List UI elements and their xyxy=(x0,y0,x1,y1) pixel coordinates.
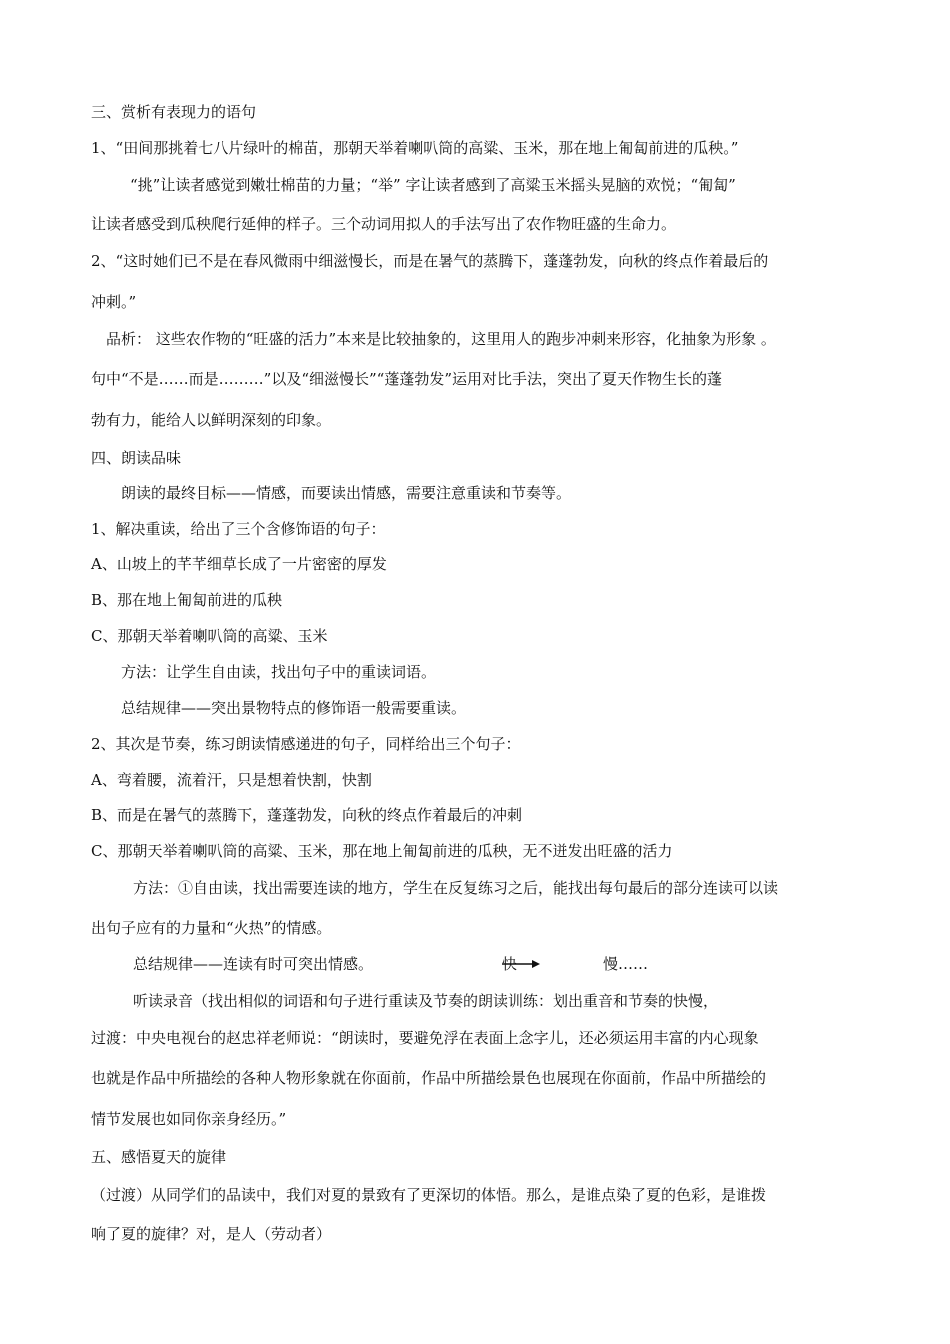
stress-method: 方法：让学生自由读，找出句子中的重读词语。 xyxy=(121,663,437,681)
rhythm-intro: 2、其次是节奏，练习朗读情感递进的句子，同样给出三个句子： xyxy=(91,735,521,753)
item2-quote-line2: 冲刺。” xyxy=(91,293,137,311)
stress-sentence-c: C、那朝天举着喇叭筒的高粱、玉米 xyxy=(91,627,328,645)
stress-sentence-b: B、那在地上匍匐前进的瓜秧 xyxy=(91,591,283,609)
transition-line1: 过渡：中央电视台的赵忠祥老师说：“朗读时，要避免浮在表面上念字儿，还必须运用丰富的内心现象 xyxy=(91,1029,759,1047)
fast-label: 快 xyxy=(502,955,518,973)
item2-quote-line1: 2、“这时她们已不是在春风微雨中细滋慢长，而是在暑气的蒸腾下，蓬蓬勃发，向秋的终点作着最后的 xyxy=(91,252,769,270)
reading-goal: 朗读的最终目标——情感，而要读出情感，需要注意重读和节奏等。 xyxy=(121,484,572,502)
rhythm-method-line1: 方法：①自由读，找出需要连读的地方，学生在反复练习之后，能找出每句最后的部分连读可以读 xyxy=(133,879,779,897)
stress-rule: 总结规律——突出景物特点的修饰语一般需要重读。 xyxy=(121,699,467,717)
section-heading-4: 四、朗读品味 xyxy=(91,449,182,467)
section-heading-5: 五、感悟夏天的旋律 xyxy=(91,1148,227,1166)
stress-sentence-a: A、山坡上的芊芊细草长成了一片密密的厚发 xyxy=(91,555,387,573)
final-paragraph-line1: （过渡）从同学们的品读中，我们对夏的景致有了更深切的体悟。那么，是谁点染了夏的色彩，是谁拨 xyxy=(91,1186,767,1204)
arrow-right-icon xyxy=(502,954,542,974)
stress-intro: 1、解决重读，给出了三个含修饰语的句子： xyxy=(91,520,386,538)
slow-label: 慢…… xyxy=(603,955,649,973)
final-paragraph-line2: 响了夏的旋律？对，是人（劳动者） xyxy=(91,1225,332,1243)
rhythm-sentence-b: B、而是在暑气的蒸腾下，蓬蓬勃发，向秋的终点作着最后的冲刺 xyxy=(91,806,523,824)
item2-analysis-line3: 勃有力，能给人以鲜明深刻的印象。 xyxy=(91,411,332,429)
section-heading-3: 三、赏析有表现力的语句 xyxy=(91,103,257,121)
transition-line3: 情节发展也如同你亲身经历。” xyxy=(91,1110,287,1128)
item1-analysis-line2: 让读者感受到瓜秧爬行延伸的样子。三个动词用拟人的手法写出了农作物旺盛的生命力。 xyxy=(91,215,677,233)
item1-quote: 1、“田间那挑着七八片绿叶的棉苗，那朝天举着喇叭筒的高粱、玉米，那在地上匍匐前进的瓜秧。” xyxy=(91,139,739,157)
rhythm-rule: 总结规律——连读有时可突出情感。 xyxy=(133,955,374,973)
rhythm-sentence-c: C、那朝天举着喇叭筒的高粱、玉米，那在地上匍匐前进的瓜秧，无不迸发出旺盛的活力 xyxy=(91,842,673,860)
item1-analysis-line1: “挑”让读者感觉到嫩壮棉苗的力量；“举” 字让读者感到了高粱玉米摇头晃脑的欢悦；“匍匐” xyxy=(130,176,736,194)
transition-line2: 也就是作品中所描绘的各种人物形象就在你面前，作品中所描绘景色也展现在你面前，作品中所描绘的 xyxy=(91,1069,767,1087)
fast-arrow xyxy=(502,954,542,974)
item2-analysis-line2: 句中“不是……而是………”以及“细滋慢长”“蓬蓬勃发”运用对比手法，突出了夏天作物生长的蓬 xyxy=(91,370,723,388)
item2-analysis-line1: 品析： 这些农作物的“旺盛的活力”本来是比较抽象的，这里用人的跑步冲刺来形容，化抽象为形象 。 xyxy=(106,330,776,348)
listen-recording: 听读录音（找出相似的词语和句子进行重读及节奏的朗读训练：划出重音和节奏的快慢， xyxy=(133,992,719,1010)
rhythm-method-line2: 出句子应有的力量和“火热”的情感。 xyxy=(91,919,332,937)
rhythm-sentence-a: A、弯着腰，流着汗，只是想着快割，快割 xyxy=(91,771,372,789)
